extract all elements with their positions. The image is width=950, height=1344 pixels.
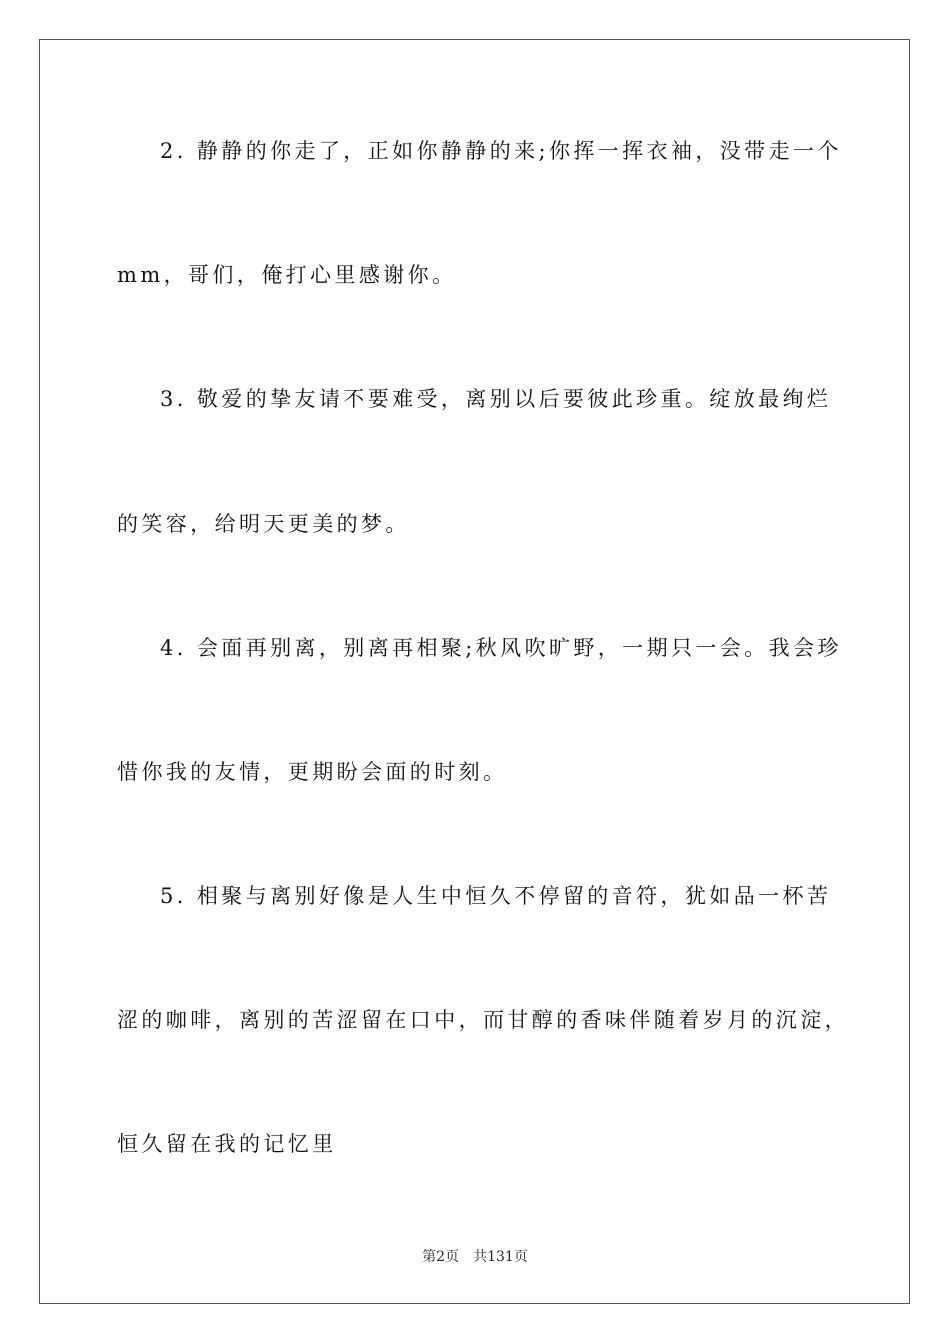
page-number: 第2页: [422, 1249, 460, 1265]
page-frame: [39, 39, 910, 1304]
paragraph-5-line-1: 5. 相聚与离别好像是人生中恒久不停留的音符，犹如品一杯苦: [160, 884, 832, 908]
page-footer: [0, 1248, 950, 1266]
paragraph-5-line-3: 恒久留在我的记忆里: [117, 1132, 337, 1156]
paragraph-4-line-1: 4. 会面再别离，别离再相聚;秋风吹旷野，一期只一会。我会珍: [160, 636, 842, 660]
total-pages: 共131页: [473, 1249, 528, 1265]
paragraph-5-line-2: 涩的咖啡，离别的苦涩留在口中，而甘醇的香味伴随着岁月的沉淀，: [117, 1008, 849, 1032]
paragraph-3-line-2: 的笑容，给明天更美的梦。: [117, 512, 410, 536]
paragraph-2-line-1: 2. 静静的你走了，正如你静静的来;你挥一挥衣袖，没带走一个: [160, 139, 842, 163]
paragraph-4-line-2: 惜你我的友情，更期盼会面的时刻。: [117, 760, 508, 784]
paragraph-2-line-2: mm，哥们，俺打心里感谢你。: [117, 263, 457, 287]
paragraph-3-line-1: 3. 敬爱的挚友请不要难受，离别以后要彼此珍重。绽放最绚烂: [160, 387, 832, 411]
